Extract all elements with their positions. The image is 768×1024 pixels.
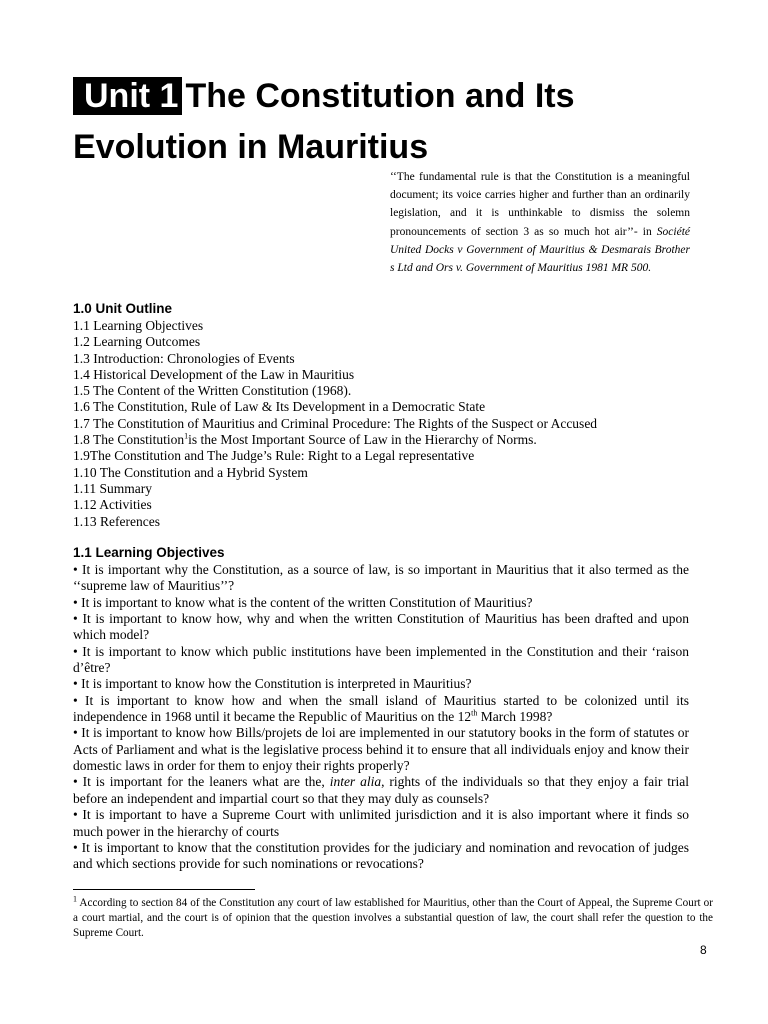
objective-item: • It is important to know how, why and when the written Constitution of Mauritius has been drafted and upon which model?	[73, 611, 689, 643]
objective-item: • It is important to know what is the content of the written Constitution of Mauritius?	[73, 594, 533, 610]
unit-badge: Unit 1	[73, 77, 182, 115]
objective-italic-term: inter alia	[329, 774, 382, 790]
outline-item: 1.4 Historical Development of the Law in Mauritius	[73, 366, 355, 382]
objective-text: March 1998?	[477, 709, 553, 725]
objective-item: • It is important to know that the constitution provides for the judiciary and nomination and revocation of judges and which sections provide for such nominations or revocations?	[73, 839, 689, 872]
learning-objectives-list	[73, 562, 689, 873]
outline-item	[73, 432, 693, 448]
unit-title-text: The Constitution and Its Evolution in Mauritius	[73, 77, 575, 166]
epigraph-text: ‘‘The fundamental rule is that the Constitution is a meaningful document; its voice carries higher and further than an ordinarily legislation, and it is unthinkable to dismiss the solemn pronouncements of section 3 as so much hot air’’- in	[390, 171, 690, 238]
outline-item: 1.13 References	[73, 513, 160, 529]
outline-item: 1.9The Constitution and The Judge’s Rule: Right to a Legal representative	[73, 448, 475, 464]
objective-item	[73, 693, 689, 726]
outline-item: 1.6 The Constitution, Rule of Law & Its Development in a Democratic State	[73, 399, 486, 415]
unit-outline-list	[73, 318, 693, 530]
outline-item: 1.3 Introduction: Chronologies of Events	[73, 350, 295, 366]
epigraph-citation: Société United Docks v Government of Mauritius & Desmarais Brother s Ltd and Ors v. Government of Mauritius 1981 MR 500.	[390, 225, 690, 275]
ordinal-suffix: th	[471, 708, 478, 718]
objective-item	[73, 774, 689, 807]
outline-item: 1.11 Summary	[73, 480, 152, 496]
footnote	[73, 896, 713, 941]
outline-item: 1.2 Learning Outcomes	[73, 334, 201, 350]
unit-title	[73, 71, 733, 173]
epigraph-quote	[390, 168, 690, 277]
footnote-marker: 1	[73, 894, 77, 904]
outline-item: 1.12 Activities	[73, 497, 152, 513]
page-number: 8	[700, 943, 707, 957]
unit-outline-heading: 1.0 Unit Outline	[73, 301, 173, 316]
outline-item: 1.5 The Content of the Written Constitution (1968).	[73, 383, 352, 399]
learning-objectives-heading: 1.1 Learning Objectives	[73, 545, 225, 560]
outline-item: 1.10 The Constitution and a Hybrid System	[73, 464, 308, 480]
footnote-text: According to section 84 of the Constitution any court of law established for Mauritius, other than the Court of Appeal, the Supreme Court or a court martial, and the court is of opinion that the question involves a substantial question of law, the court shall refer the question to the Supreme Court.	[73, 897, 713, 939]
objective-text: • It is important to know how and when the small island of Mauritius started to be colonized until its independence in 1968 until it became the Republic of Mauritius on the 12	[73, 692, 689, 725]
objective-item: • It is important to know how Bills/projets de loi are implemented in our statutory books in the form of statutes or Acts of Parliament and what is the legislative process behind it to ensure that all individuals enjoy and know their domestic laws in order for them to enjoy their rights properly?	[73, 725, 689, 774]
outline-item-text: is the Most Important Source of Law in the Hierarchy of Norms.	[188, 432, 537, 448]
objective-text: • It is important for the leaners what are the,	[73, 774, 330, 790]
objective-item: • It is important why the Constitution, as a source of law, is so important in Mauritius that it also termed as the ‘‘supreme law of Mauritius’’?	[73, 562, 689, 594]
objective-text: , rights of the individuals so that they enjoy a fair trial before an independent and impartial court so that they may duly as counsels?	[73, 774, 689, 806]
outline-item-text: 1.8 The Constitution	[73, 432, 185, 448]
outline-item: 1.1 Learning Objectives	[73, 318, 204, 333]
objective-item: • It is important to know how the Constitution is interpreted in Mauritius?	[73, 676, 472, 692]
objective-item: • It is important to have a Supreme Court with unlimited jurisdiction and it is also important where it finds so much power in the hierarchy of courts	[73, 807, 689, 839]
objective-item: • It is important to know which public institutions have been implemented in the Constitution and their ‘raison d’être?	[73, 643, 689, 676]
footnote-reference: 1	[184, 431, 189, 441]
outline-item: 1.7 The Constitution of Mauritius and Criminal Procedure: The Rights of the Suspect or Accused	[73, 415, 598, 431]
footnote-separator	[73, 889, 255, 890]
